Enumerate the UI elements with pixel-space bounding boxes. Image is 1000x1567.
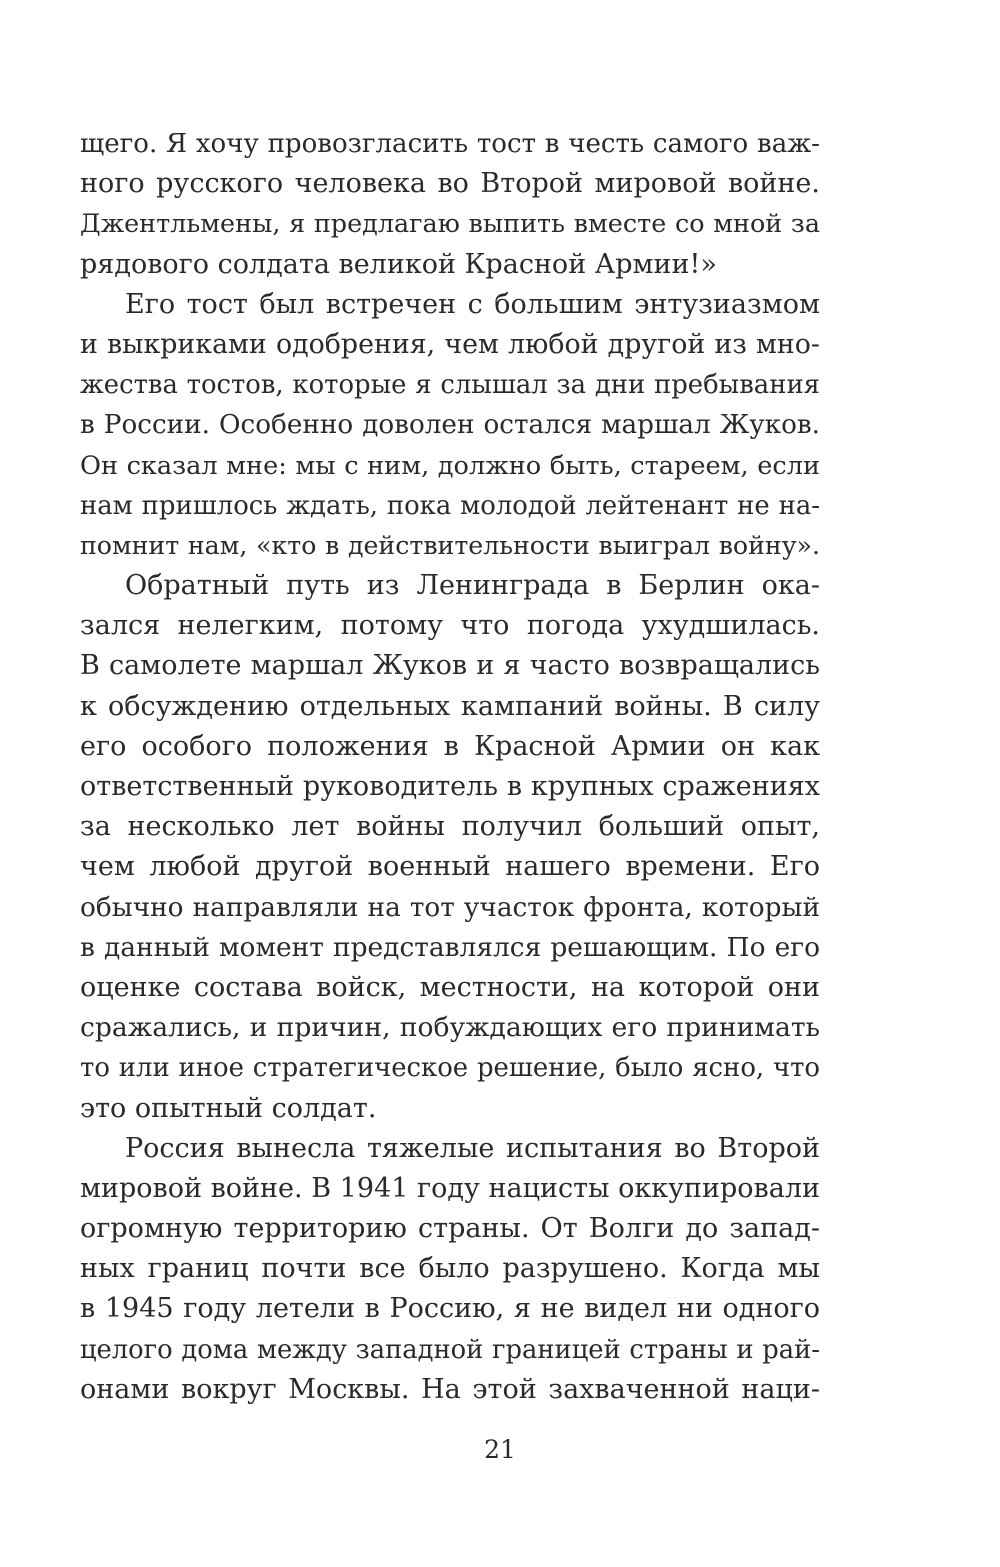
text-line: помнит нам, «кто в действительности выиграл войну». (80, 530, 820, 560)
text-line: целого дома между западной границей страны и рай- (80, 1334, 820, 1365)
text-line: жества тостов, которые я слышал за дни пребывания (80, 370, 820, 401)
text-line: к обсуждению отдельных кампаний войны. В силу (80, 690, 820, 722)
text-line: В самолете маршал Жуков и я часто возвращались (80, 650, 820, 682)
text-line: и выкриками одобрения, чем любой другой из мно- (80, 328, 820, 360)
text-line: сражались, и причин, побуждающих его принимать (80, 1012, 820, 1044)
text-line: ного русского человека во Второй мировой войне. (80, 168, 820, 200)
text-line: ответственный руководитель в крупных сражениях (80, 771, 820, 802)
text-line: огромную территорию страны. От Волги до запад- (80, 1213, 820, 1245)
text-line: это опытный солдат. (80, 1092, 377, 1124)
text-line: онами вокруг Москвы. На этой захваченной наци- (80, 1373, 820, 1405)
paragraph-first-line: Обратный путь из Ленинграда в Берлин ока- (125, 570, 820, 602)
text-line: Он сказал мне: мы с ним, должно быть, стареем, если (80, 450, 820, 481)
text-line: его особого положения в Красной Армии он как (80, 730, 820, 762)
text-line: оценке состава войск, местности, на которой они (80, 971, 820, 1003)
text-line: Джентльмены, я предлагаю выпить вместе со мной за (80, 209, 820, 240)
text-line: рядового солдата великой Красной Армии!» (80, 248, 717, 280)
body-text (80, 124, 820, 1410)
text-line: в 1945 году летели в Россию, я не видел ни одного (80, 1293, 820, 1325)
text-line: в данный момент представлялся решающим. По его (80, 931, 820, 963)
text-line: обычно направляли на тот участок фронта, который (80, 892, 820, 923)
page-number: 21 (484, 1435, 516, 1464)
text-line: в России. Особенно доволен остался маршал Жуков. (80, 410, 820, 441)
text-line: зался нелегким, потому что погода ухудшилась. (80, 610, 820, 642)
text-line: мировой войне. В 1941 году нацисты оккупировали (80, 1172, 820, 1204)
text-line: ных границ почти все было разрушено. Когда мы (80, 1253, 820, 1285)
text-line: то или иное стратегическое решение, было ясно, что (80, 1053, 820, 1084)
paragraph-first-line: Россия вынесла тяжелые испытания во Второй (125, 1132, 820, 1164)
text-line: чем любой другой военный нашего времени. Его (80, 851, 820, 883)
text-line: за несколько лет войны получил больший опыт, (80, 811, 820, 843)
text-line: нам пришлось ждать, пока молодой лейтенант не на- (80, 490, 820, 521)
text-line: щего. Я хочу провозгласить тост в честь самого важ- (80, 129, 820, 159)
paragraph-first-line: Его тост был встречен с большим энтузиазмом (125, 288, 820, 320)
